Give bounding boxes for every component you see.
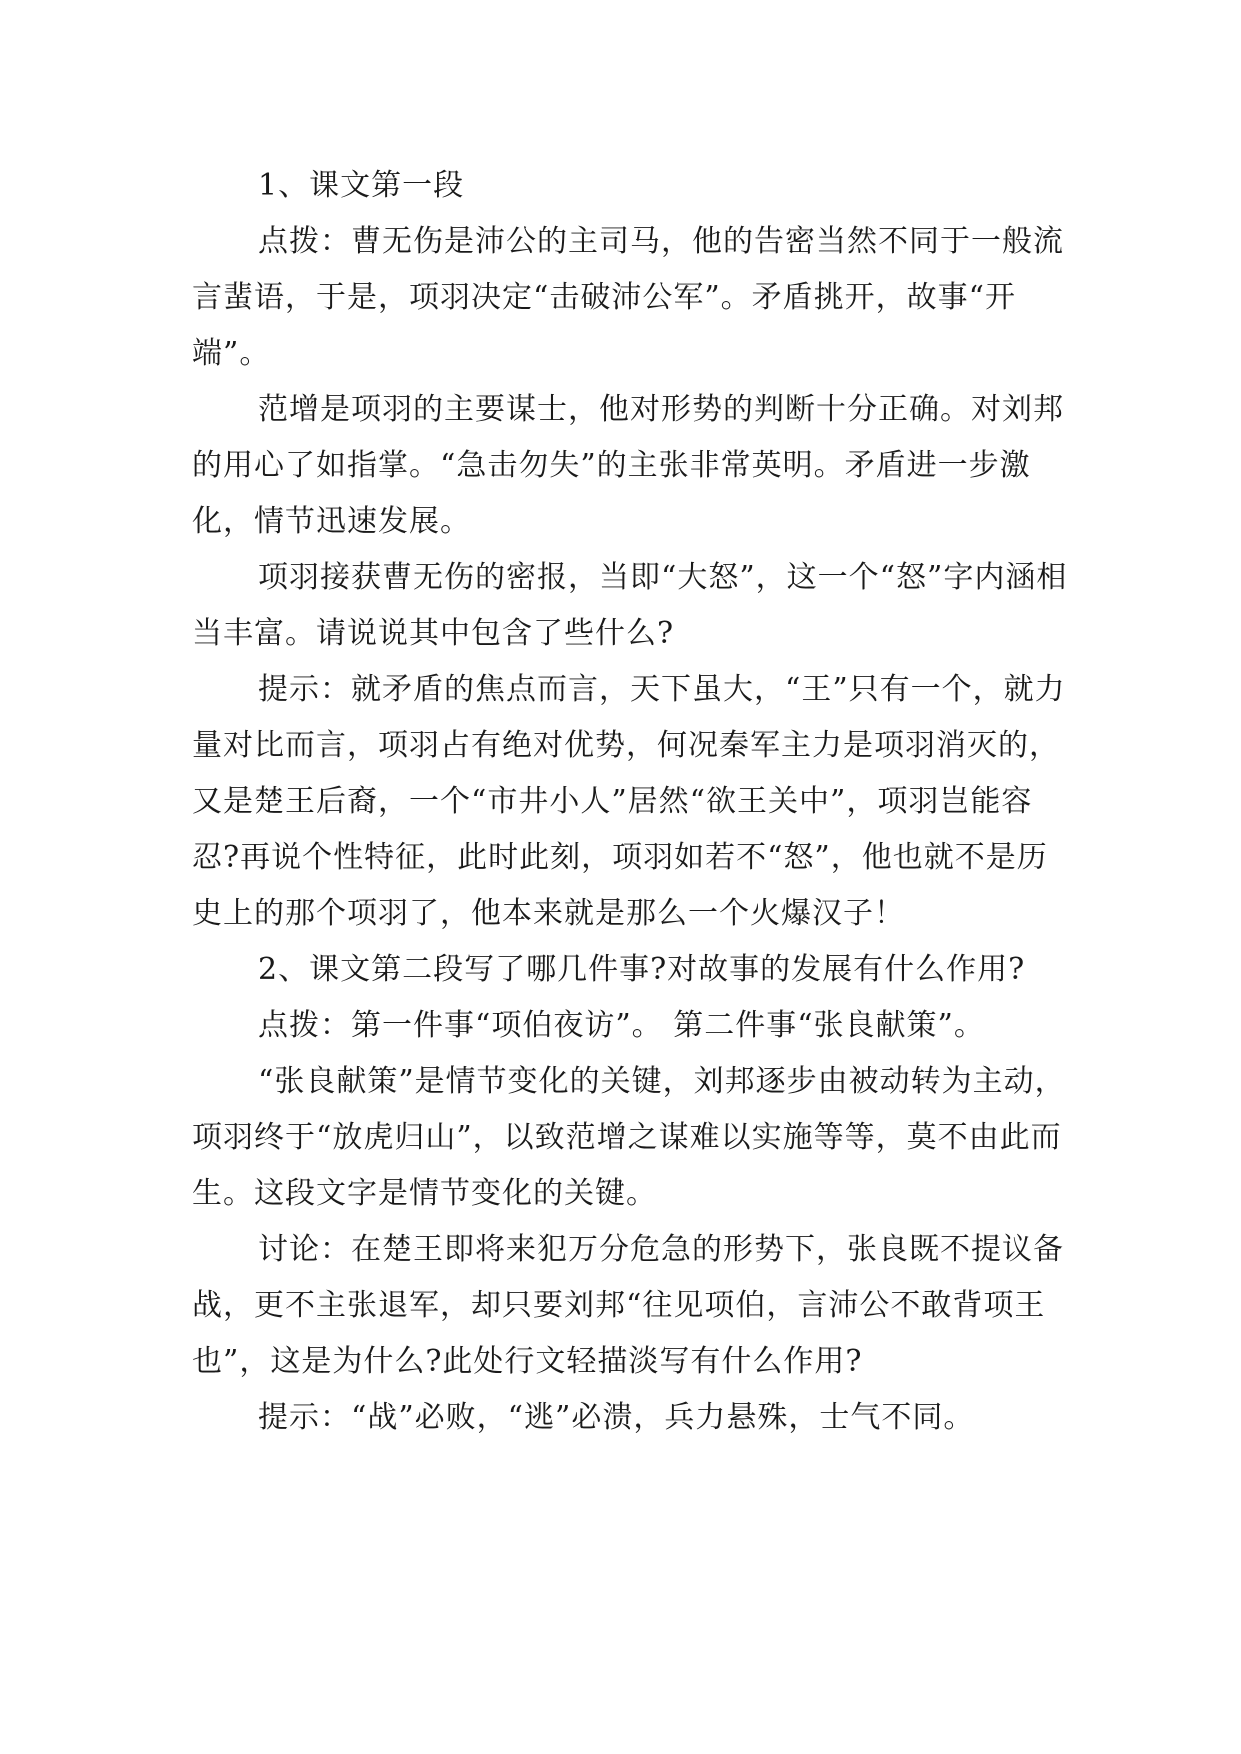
paragraph-zhang-liang: “张良献策”是情节变化的关键，刘邦逐步由被动转为主动，项羽终于“放虎归山”，以致范增之谋难以实施等等，莫不由此而生。这段文字是情节变化的关键。 xyxy=(192,1064,1066,1211)
document-body xyxy=(192,158,1072,1446)
paragraph-section-2-question: 2、课文第二段写了哪几件事?对故事的发展有什么作用? xyxy=(258,952,1026,987)
paragraph-discussion: 讨论：在楚王即将来犯万分危急的形势下，张良既不提议备战，更不主张退军，却只要刘邦“往见项伯，言沛公不敢背项王也”，这是为什么?此处行文轻描淡写有什么作用? xyxy=(192,1232,1064,1379)
paragraph-tip-discussion: 提示：“战”必败，“逃”必溃，兵力悬殊，士气不同。 xyxy=(258,1400,975,1435)
paragraph-section-1-heading: 1、课文第一段 xyxy=(258,168,465,203)
paragraph-hint-2: 点拨：第一件事“项伯夜访”。 第二件事“张良献策”。 xyxy=(258,1008,985,1043)
paragraph-tip-anger: 提示：就矛盾的焦点而言，天下虽大，“王”只有一个，就力量对比而言，项羽占有绝对优势，何况秦军主力是项羽消灭的，又是楚王后裔，一个“市井小人”居然“欲王关中”，项羽岂能容忍?再说个性特征，此时此刻，项羽如若不“怒”，他也就不是历史上的那个项羽了，他本来就是那么一个火爆汉子！ xyxy=(192,672,1066,931)
paragraph-fan-zeng: 范增是项羽的主要谋士，他对形势的判断十分正确。对刘邦的用心了如指掌。“急击勿失”的主张非常英明。矛盾进一步激化，情节迅速发展。 xyxy=(192,392,1064,539)
paragraph-question-anger: 项羽接获曹无伤的密报，当即“大怒”，这一个“怒”字内涵相当丰富。请说说其中包含了些什么? xyxy=(192,560,1068,651)
paragraph-hint-1: 点拨：曹无伤是沛公的主司马，他的告密当然不同于一般流言蜚语，于是，项羽决定“击破沛公军”。矛盾挑开，故事“开端”。 xyxy=(192,224,1064,371)
